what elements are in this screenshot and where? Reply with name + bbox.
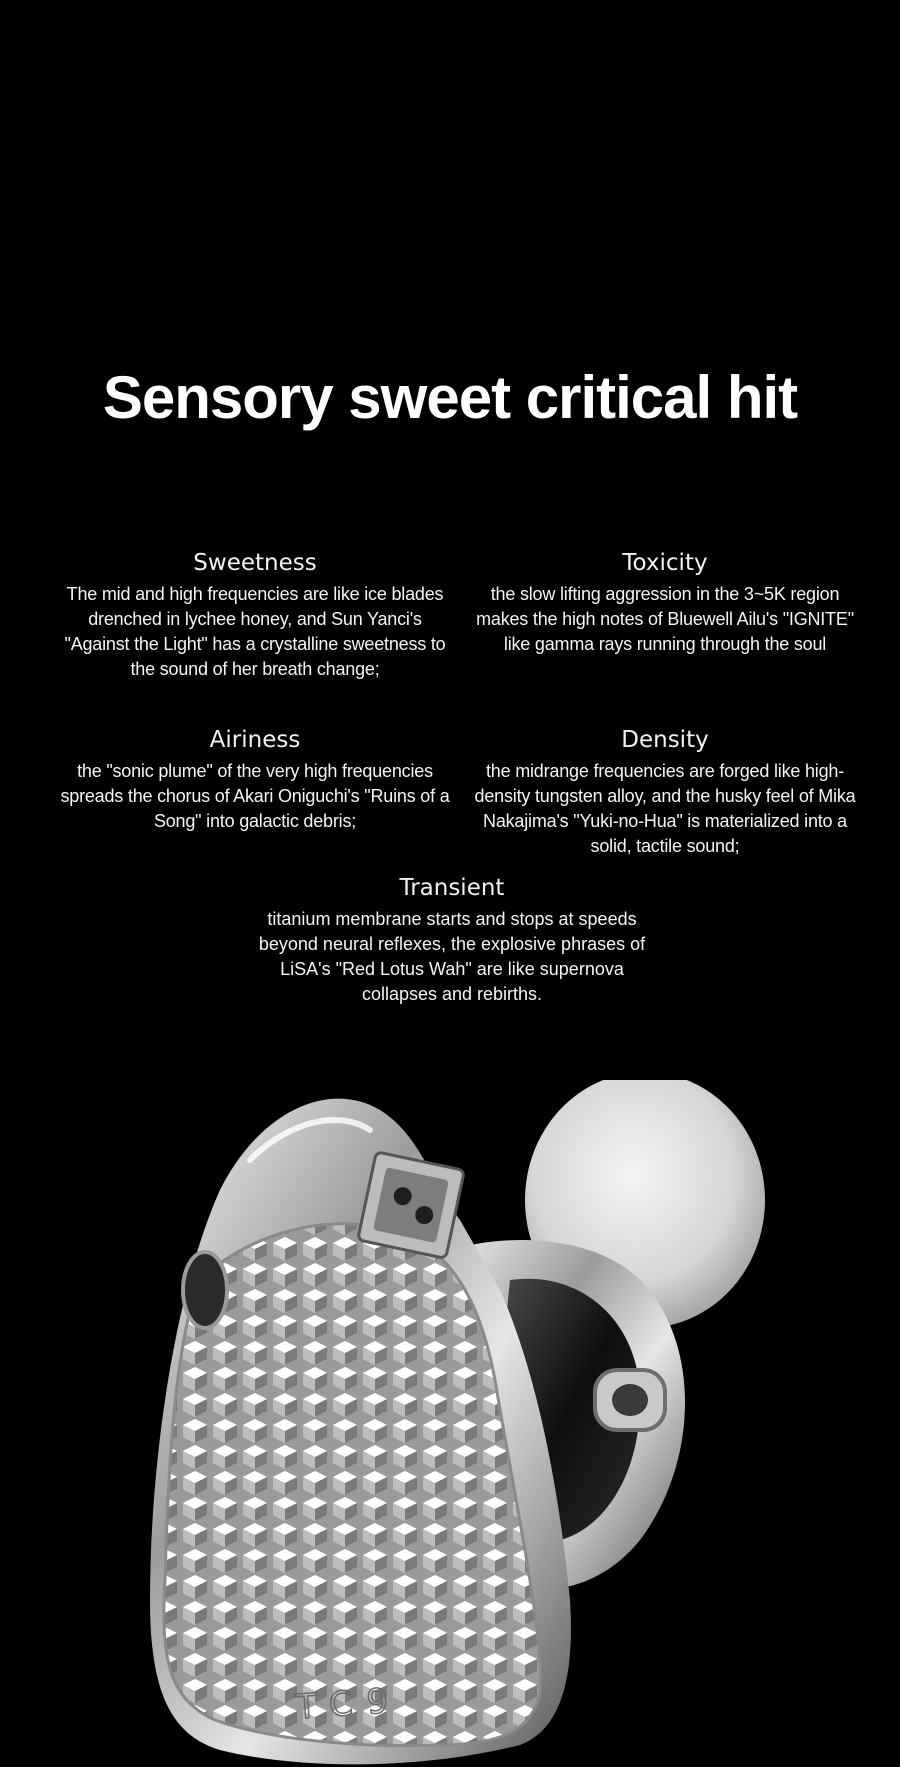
feature-sweetness — [60, 548, 450, 682]
page-title: Sensory sweet critical hit — [102, 364, 798, 432]
feature-title: Transient — [399, 875, 505, 901]
feature-density — [470, 725, 860, 859]
feature-text: the "sonic plume" of the very high frequencies spreads the chorus of Akari Oniguchi's "Ruins of a Song" into galactic debris; — [60, 761, 450, 831]
feature-title: Sweetness — [193, 550, 317, 576]
feature-text: The mid and high frequencies are like ice blades drenched in lychee honey, and Sun Yanci's "Against the Light" has a crystalline sweetness to the sound of her breath change; — [64, 584, 446, 679]
feature-text: the slow lifting aggression in the 3~5K region makes the high notes of Bluewell Ailu's "IGNITE" like gamma rays running through the soul — [476, 584, 854, 654]
feature-text: the midrange frequencies are forged like high-density tungsten alloy, and the husky feel of Mika Nakajima's "Yuki-no-Hua" is materialized into a solid, tactile sound; — [474, 761, 856, 856]
feature-title: Airiness — [209, 727, 301, 753]
feature-title: Density — [621, 727, 709, 753]
feature-toxicity — [470, 548, 860, 657]
feature-airiness — [60, 725, 450, 834]
feature-text: titanium membrane starts and stops at speeds beyond neural reflexes, the explosive phrases of LiSA's "Red Lotus Wah" are like supernova collapses and rebirths. — [258, 909, 646, 1004]
feature-title: Toxicity — [622, 550, 708, 576]
earphone-product-image — [0, 1080, 900, 1767]
engraving-text: TC9 — [294, 1680, 404, 1728]
feature-transient — [250, 873, 654, 1007]
